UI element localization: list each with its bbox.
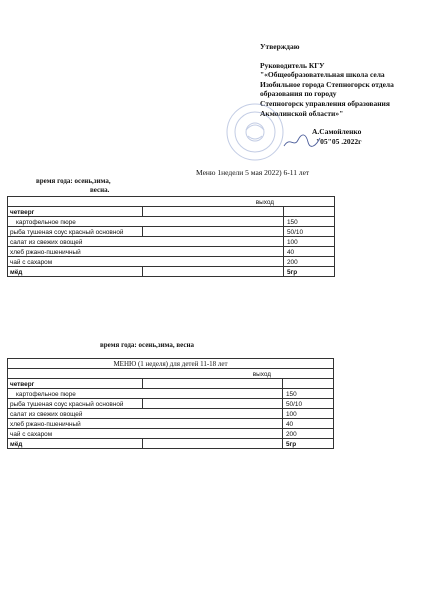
dish-qty: 5гр bbox=[284, 267, 335, 277]
dish-qty: 200 bbox=[283, 429, 334, 439]
menu-header: Меню 1недели 5 мая 2022) 6-11 лет bbox=[196, 168, 310, 177]
dish-name: рыба тушеная соус красный основной bbox=[8, 399, 143, 409]
dish-qty: 5гр bbox=[283, 439, 334, 449]
menu-table-6-11 bbox=[7, 196, 335, 277]
season-label: время года: осень,зима, bbox=[36, 177, 111, 185]
season-label: время года: осень,зима, весна bbox=[100, 341, 194, 349]
approval-line: Руководитель КГУ bbox=[260, 60, 325, 70]
dish-qty: 150 bbox=[283, 389, 334, 399]
season-label-cont: весна. bbox=[90, 186, 110, 194]
dish-qty: 200 bbox=[284, 257, 335, 267]
dish-name: картофельное пюре bbox=[8, 389, 283, 399]
dish-name: хлеб ржано-пшеничный bbox=[8, 419, 283, 429]
dish-name: мёд bbox=[8, 439, 143, 449]
dish-qty: 40 bbox=[283, 419, 334, 429]
menu-table-11-18 bbox=[7, 358, 334, 449]
dish-qty: 100 bbox=[283, 409, 334, 419]
approval-heading: Утверждаю bbox=[260, 42, 300, 51]
dish-name: картофельное пюре bbox=[8, 217, 284, 227]
approval-line: Акмолинской области»" bbox=[260, 108, 344, 118]
dish-qty: 100 bbox=[284, 237, 335, 247]
day-label: четверг bbox=[8, 207, 143, 217]
menu-title: МЕНЮ (1 неделя) для детей 11-18 лет bbox=[8, 359, 334, 369]
dish-qty: 50/10 bbox=[284, 227, 335, 237]
signatory-name: А.Самойленко bbox=[312, 127, 362, 137]
dish-name: салат из свежих овощей bbox=[8, 409, 283, 419]
approval-line: Изобильное города Степногорск отдела bbox=[260, 79, 394, 89]
dish-qty: 50/10 bbox=[283, 399, 334, 409]
dish-name: салат из свежих овощей bbox=[8, 237, 284, 247]
approval-line: образования по городу bbox=[260, 89, 337, 99]
dish-qty: 150 bbox=[284, 217, 335, 227]
day-label: четверг bbox=[8, 379, 143, 389]
column-header-output: выход bbox=[8, 369, 334, 379]
dish-qty: 40 bbox=[284, 247, 335, 257]
dish-name: чай с сахаром bbox=[8, 257, 284, 267]
dish-name: мёд bbox=[8, 267, 143, 277]
approval-date: "05"05 .2022г bbox=[316, 136, 362, 146]
signature bbox=[282, 132, 322, 150]
dish-name: хлеб ржано-пшеничный bbox=[8, 247, 284, 257]
column-header-output: выход bbox=[8, 197, 335, 207]
dish-name: рыба тушеная соус красный основной bbox=[8, 227, 143, 237]
dish-name: чай с сахаром bbox=[8, 429, 283, 439]
approval-line: "«Общеобразовательная школа села bbox=[260, 70, 385, 80]
approval-line: Степногорск управления образования bbox=[260, 98, 390, 108]
